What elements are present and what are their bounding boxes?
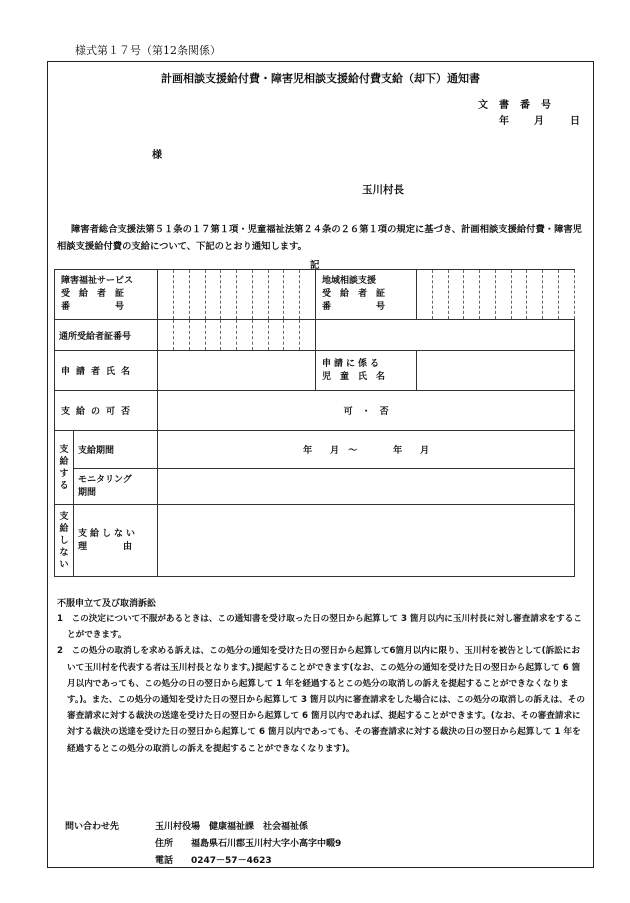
notice-body: 障害者総合支援法第５１条の１７第１項・児童福祉法第２４条の２６第１項の規定に基づき、計画相談支援給付費・障害児相談支援給付費の支給について、下記のとおり通知します。: [57, 224, 582, 252]
form-number: 様式第１７号（第12条関係）: [75, 44, 221, 57]
ki-heading: 記: [310, 260, 320, 271]
table-row: [55, 270, 575, 320]
monitoring-label: モニタリング 期間: [73, 469, 157, 505]
contact-phone: 0247－57－4623: [191, 856, 272, 866]
applicant-label: 申請者氏名: [55, 351, 158, 391]
monitoring-value: [158, 469, 575, 505]
phone-label: 電話: [155, 856, 174, 866]
commute-cert-label: 通所受給者証番号: [55, 320, 158, 351]
appeal-item: 1 この決定について不服があるときは、この通知書を受け取った日の翌日から起算して 3 箇月以内に玉川村長に対し審査請求をすることができます。: [57, 614, 582, 641]
address-label: 住所: [155, 839, 174, 849]
grant-vertical-label: 支給する: [55, 431, 74, 505]
table-row: [55, 391, 575, 431]
deny-reason-value: [158, 505, 575, 577]
applicant-value: [158, 351, 316, 391]
child-name-value: [417, 351, 575, 391]
appeal-text: [57, 611, 587, 757]
table-row: [55, 351, 575, 391]
contact-address: 福島県石川郡玉川村大字小高字中畷9: [191, 839, 342, 849]
notice-table: [54, 269, 575, 577]
date-year: 年: [499, 116, 509, 127]
regional-cert-label: 地域相談支援 受 給 者 証 番 号: [315, 270, 416, 320]
appeal-heading: 不服申立て及び取消訴訟: [57, 599, 157, 609]
date-day: 日: [570, 116, 580, 127]
period-label: 支給期間: [73, 431, 157, 469]
approval-label: 支給の可否: [55, 391, 158, 431]
approval-value: 可 ・ 否: [158, 391, 575, 431]
child-name-label: 申請に係る 児 童 氏 名: [315, 351, 416, 391]
document-number-label: 文書番号: [478, 100, 562, 111]
table-row: [55, 469, 575, 505]
date-month: 月: [534, 116, 544, 127]
addressee-suffix: 様: [152, 150, 162, 161]
contact-block: [65, 819, 341, 870]
table-row: [55, 431, 575, 469]
period-value: 年 月 ～ 年 月: [158, 431, 575, 469]
cert-number-label: 障害福祉サービス 受 給 者 証 番 号: [55, 270, 158, 320]
contact-office: 玉川村役場 健康福祉課 社会福祉係: [155, 822, 309, 832]
appeal-item: 2 この処分の取消しを求める訴えは、この処分の通知を受けた日の翌日から起算して6箇月以内に限り、玉川村を被告として(訴訟において玉川村を代表する者は玉川村長となります。)提起することができます(なお、この処分の通知を受けた日の翌日から起算して 6 箇月以内であっても、この処分の日の翌日から起算して 1 年を経過するとこの処分の取消しの訴えを提起することができなくなります。)。また、この処分の通知を受けた日の翌日から起算して 3 箇月以内に審査請求をした場合には、この処分の取消しの訴えは、その審査請求に対する裁決の送達を受けた日の翌日から起算して 6 箇月以内であれば、提起することができます。(なお、その審査請求に対する裁決の送達を受けた日の翌日から起算して 6 箇月以内であっても、その審査請求に対する裁決の日の翌日から起算して 1 年を経過するとこの処分の取消しの訴えを提起することができなくなります)。: [57, 646, 585, 754]
table-row: [55, 505, 575, 577]
document-date: [499, 112, 580, 127]
commute-cert-value: [315, 320, 574, 351]
issuer-name: 玉川村長: [362, 184, 404, 196]
table-row: [55, 320, 575, 351]
deny-reason-label: 支給しない 理 由: [73, 505, 157, 577]
deny-vertical-label: 支給しない: [55, 505, 74, 577]
document-title: 計画相談支援給付費・障害児相談支援給付費支給（却下）通知書: [161, 72, 480, 85]
contact-label: 問い合わせ先: [65, 822, 120, 832]
